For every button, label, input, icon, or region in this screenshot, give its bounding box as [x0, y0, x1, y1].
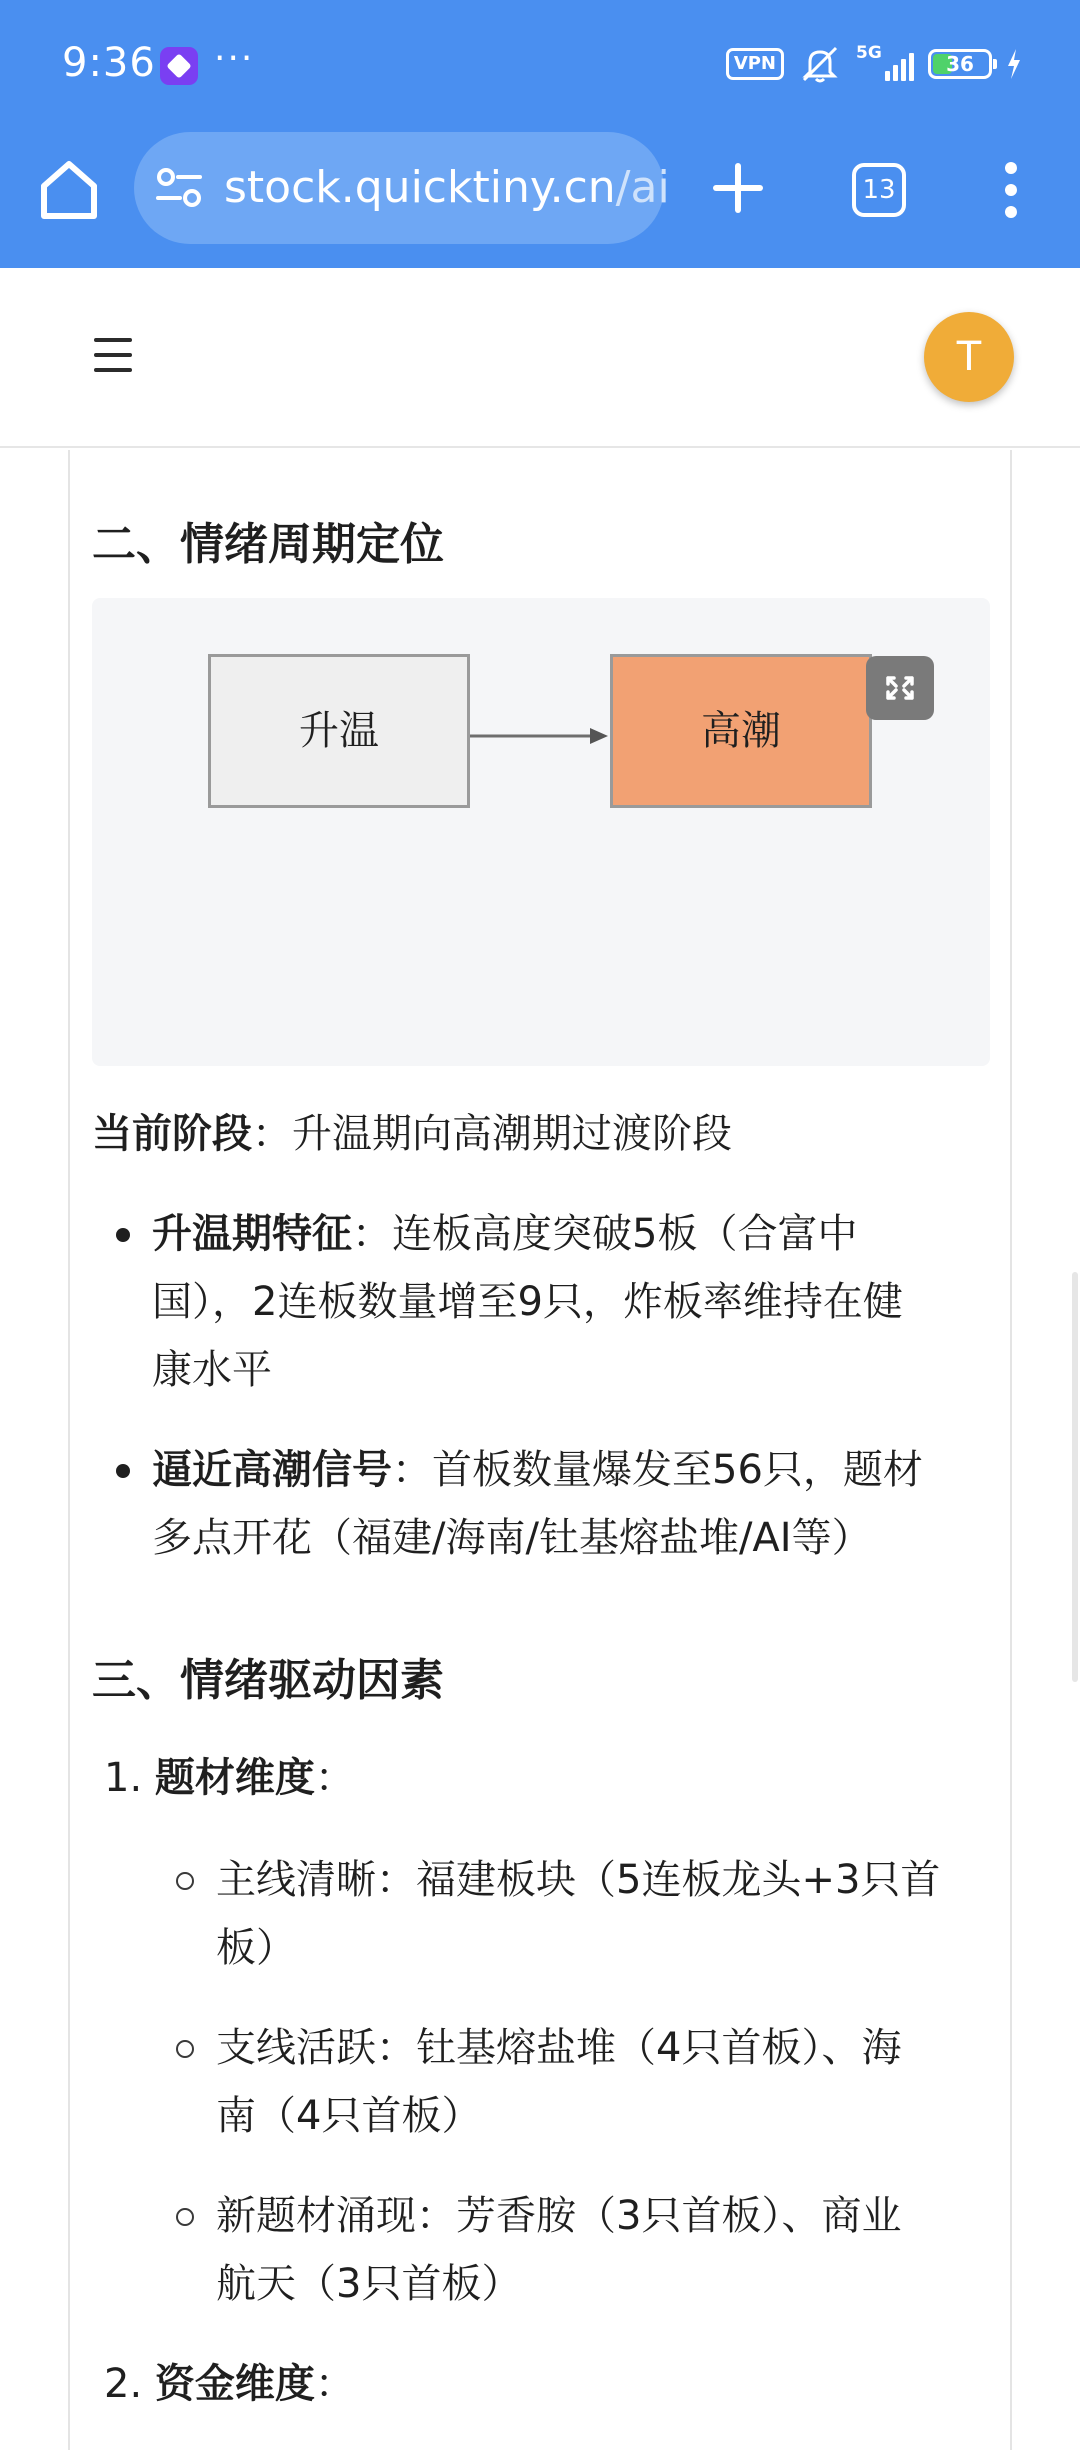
charging-icon — [1006, 49, 1022, 79]
diagram-arrow — [470, 726, 610, 746]
sub-bullet-circle — [176, 2040, 194, 2058]
page-header — [0, 268, 1080, 448]
url-text[interactable]: stock.quicktiny.cn/ai — [224, 162, 670, 213]
list-item-climax-signal: 逼近高潮信号：首板数量爆发至56只，题材 多点开花（福建/海南/钍基熔盐堆/AI等） — [152, 1447, 923, 1561]
current-stage: 当前阶段：升温期向高潮期过渡阶段 — [92, 1111, 732, 1157]
diagram-node-from: 升温 — [208, 654, 470, 808]
more-notifications-icon: ··· — [214, 38, 255, 79]
hamburger-menu-icon[interactable] — [94, 338, 132, 372]
signal-5g-icon: 5G — [856, 45, 914, 83]
more-menu-icon[interactable] — [996, 160, 1026, 220]
sub-list-item-new-themes: 新题材涌现：芳香胺（3只首板）、商业 航天（3只首板） — [216, 2193, 902, 2307]
sub-bullet-circle — [176, 1872, 194, 1890]
expand-icon[interactable] — [866, 656, 934, 720]
numbered-item-theme: 1. 题材维度： — [104, 1755, 355, 1801]
diagram-node-to: 高潮 — [610, 654, 872, 808]
url-bar[interactable] — [134, 132, 670, 244]
section-title-emotion-drivers: 三、情绪驱动因素 — [92, 1655, 444, 1706]
sub-bullet-circle — [176, 2208, 194, 2226]
vpn-icon: VPN — [726, 48, 784, 80]
tab-switcher-button[interactable]: 13 — [852, 163, 906, 217]
bullet-dot — [116, 1228, 130, 1242]
home-icon[interactable] — [36, 156, 102, 222]
list-item-warming-features: 升温期特征：连板高度突破5板（合富中 国），2连板数量增至9只，炸板率维持在健 康水平 — [152, 1211, 903, 1393]
avatar[interactable]: T — [924, 312, 1014, 402]
site-settings-icon[interactable] — [156, 166, 202, 210]
sub-list-item-main-line: 主线清晰：福建板块（5连板龙头+3只首 板） — [216, 1857, 941, 1971]
mute-icon — [798, 44, 842, 84]
status-icons — [726, 44, 1022, 84]
battery-icon: 36 — [928, 49, 992, 79]
numbered-item-capital: 2. 资金维度： — [104, 2361, 355, 2407]
browser-chrome — [0, 0, 1080, 268]
sub-list-item-branch-line: 支线活跃：钍基熔盐堆（4只首板）、海 南（4只首板） — [216, 2025, 902, 2139]
section-title-emotion-cycle: 二、情绪周期定位 — [92, 519, 444, 570]
bullet-dot — [116, 1464, 130, 1478]
new-tab-icon[interactable] — [706, 156, 770, 220]
status-time: 9:36 — [62, 40, 156, 86]
cycle-diagram — [92, 598, 990, 1066]
app-notification-icon — [160, 47, 198, 85]
scrollbar[interactable] — [1072, 1272, 1078, 1682]
